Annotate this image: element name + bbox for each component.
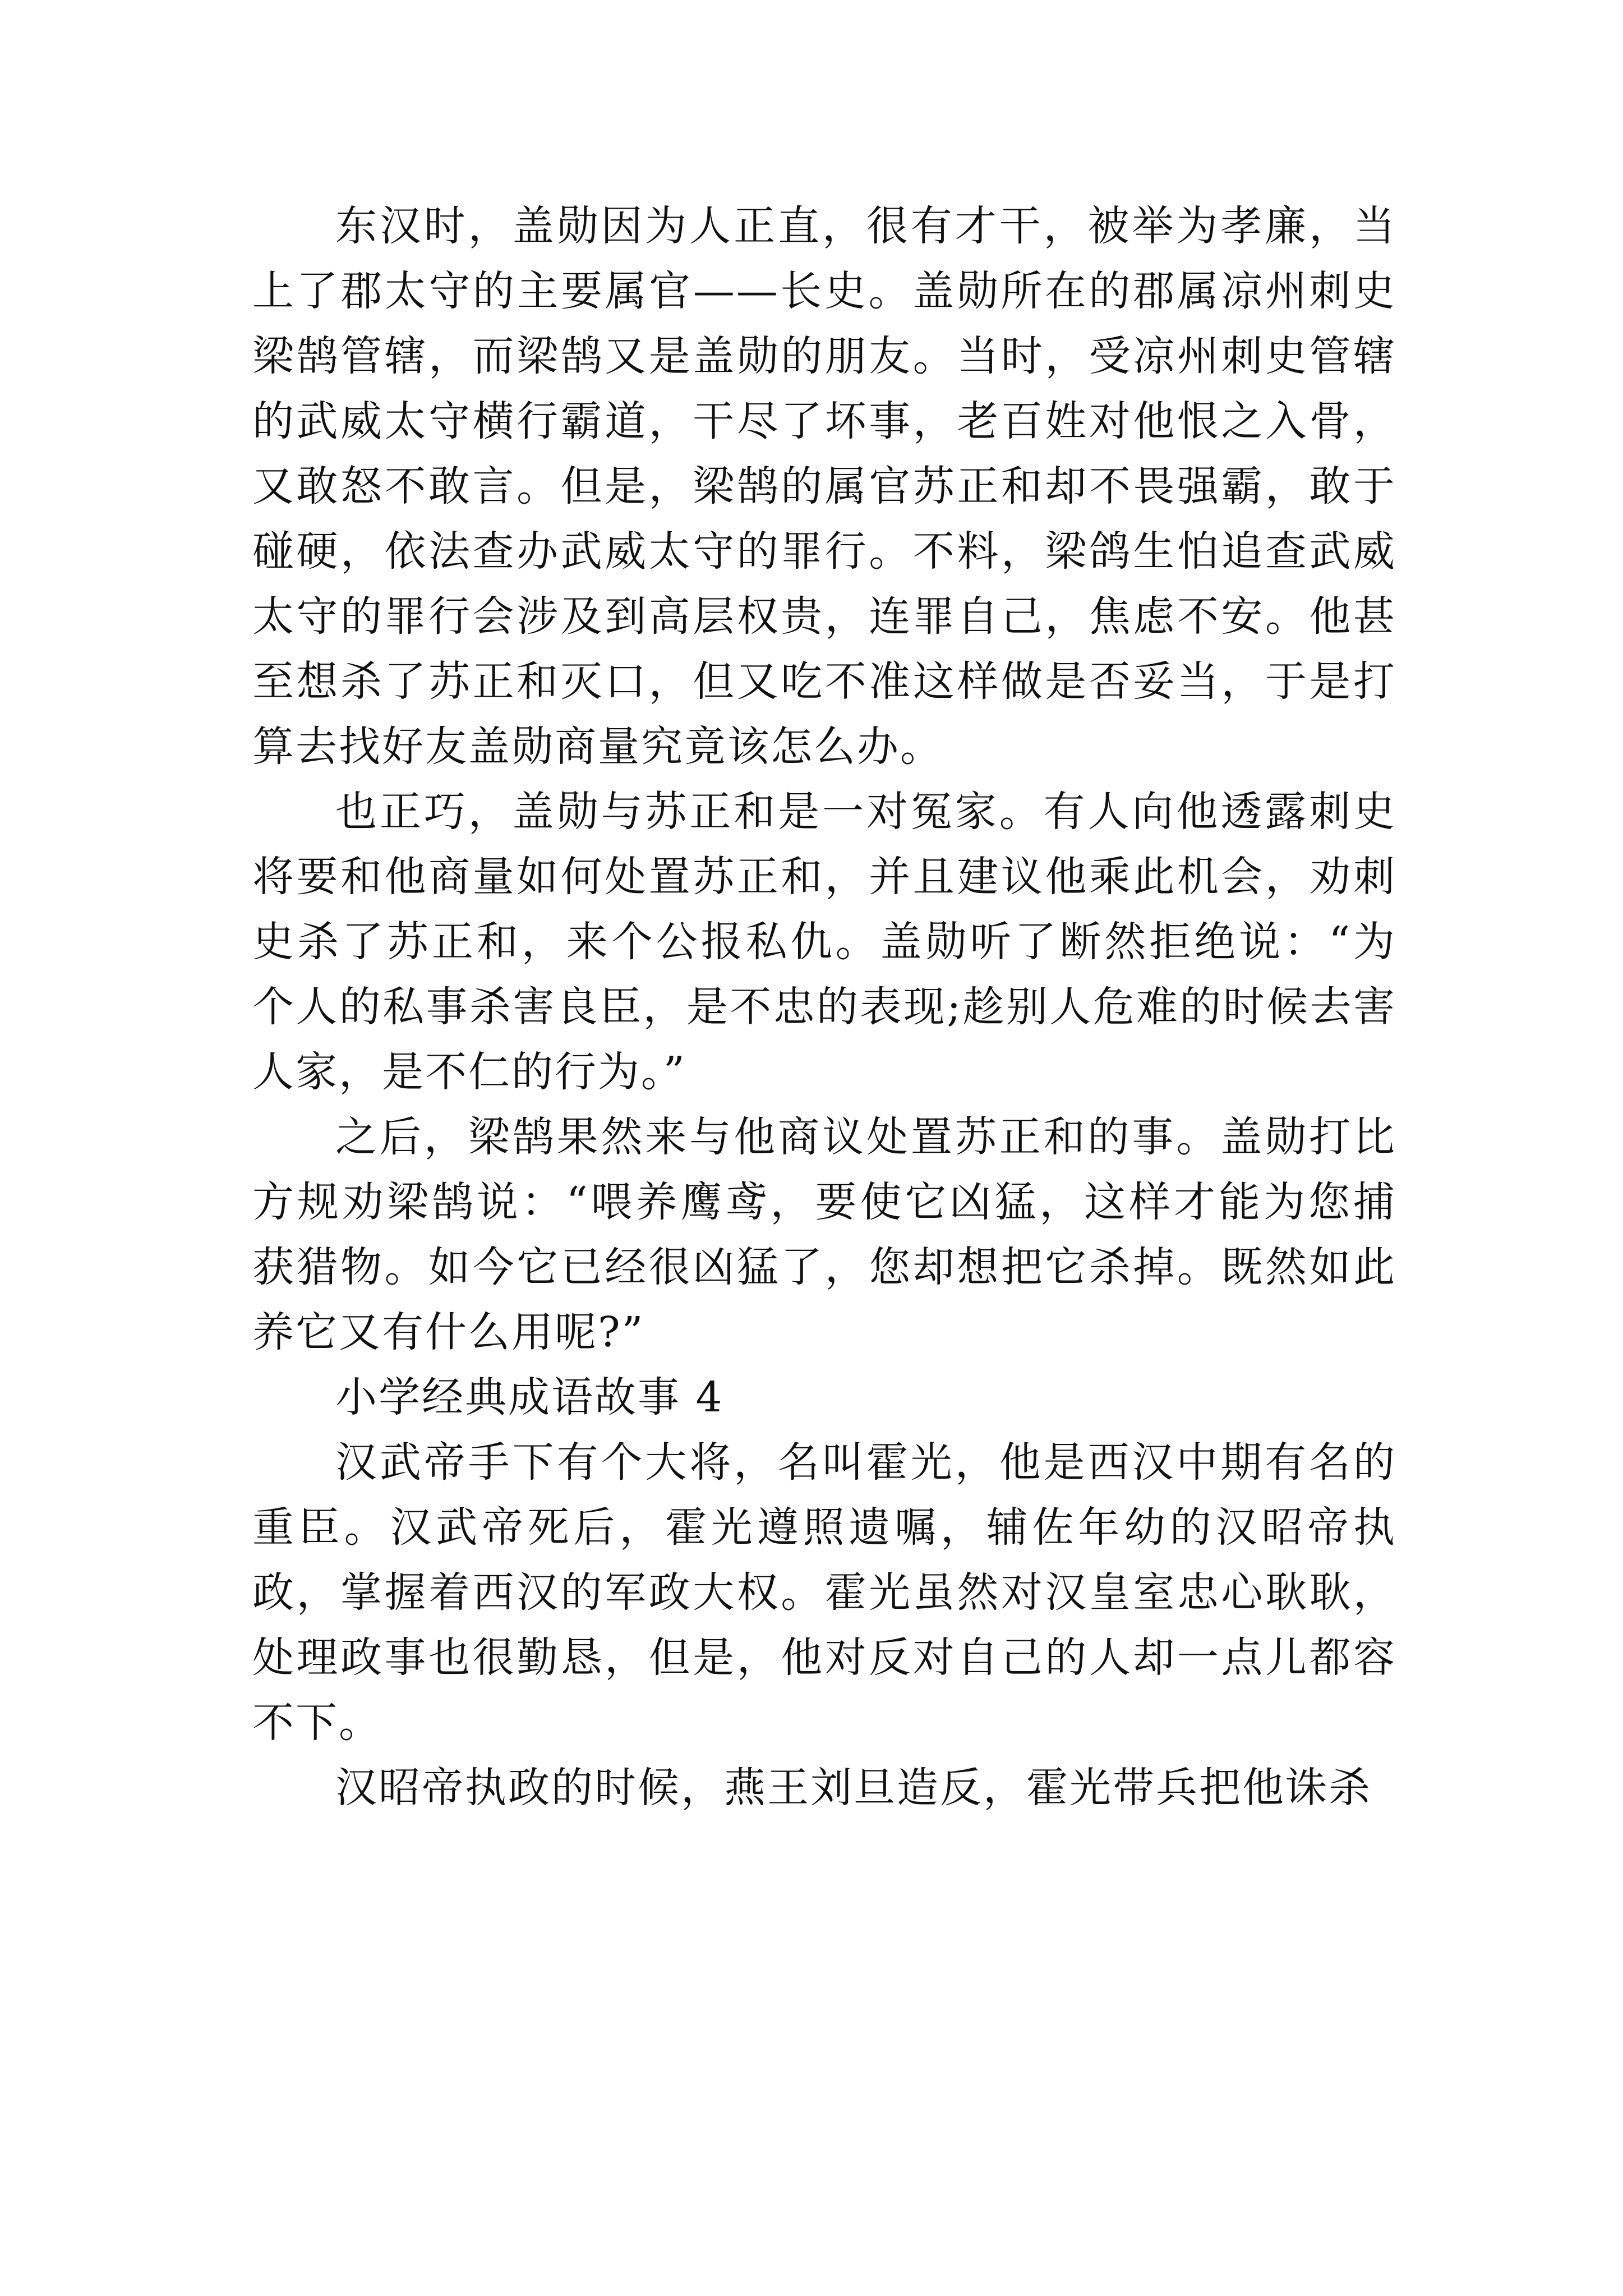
section-heading: 小学经典成语故事 4 [335, 1373, 724, 1421]
paragraph-4: 汉武帝手下有个大将，名叫霍光，他是西汉中期有名的重臣。汉武帝死后，霍光遵照遗嘱，辅佐年幼的汉昭帝执政，掌握着西汉的军政大权。霍光虽然对汉皇室忠心耿耿，处理政事也很勤恳，但是，他对反对自己的人却一点儿都容不下。 [252, 1438, 1396, 1747]
paragraph-5: 汉昭帝执政的时候，燕王刘旦造反，霍光带兵把他诛杀 [335, 1764, 1372, 1812]
paragraph-2: 也正巧，盖勋与苏正和是一对冤家。有人向他透露刺史将要和他商量如何处置苏正和，并且建议他乘此机会，劝刺史杀了苏正和，来个公报私仇。盖勋听了断然拒绝说：“为个人的私事杀害良臣，是不忠的表现;趁别人危难的时候去害人家，是不仁的行为。” [252, 788, 1396, 1096]
document-body [252, 194, 1396, 1820]
paragraph-3: 之后，梁鹄果然来与他商议处置苏正和的事。盖勋打比方规劝梁鹄说：“喂养鹰鸢，要使它凶猛，这样才能为您捕获猎物。如今它已经很凶猛了，您却想把它杀掉。既然如此养它又有什么用呢?” [252, 1113, 1396, 1356]
paragraph-1: 东汉时，盖勋因为人正直，很有才干，被举为孝廉，当上了郡太守的主要属官——长史。盖勋所在的郡属凉州刺史梁鹄管辖，而梁鹄又是盖勋的朋友。当时，受凉州刺史管辖的武威太守横行霸道，干尽了坏事，老百姓对他恨之入骨，又敢怒不敢言。但是，梁鹄的属官苏正和却不畏强霸，敢于碰硬，依法查办武威太守的罪行。不料，梁鸽生怕追查武威太守的罪行会涉及到高层权贵，连罪自己，焦虑不安。他甚至想杀了苏正和灭口，但又吃不准这样做是否妥当，于是打算去找好友盖勋商量究竟该怎么办。 [252, 202, 1396, 771]
